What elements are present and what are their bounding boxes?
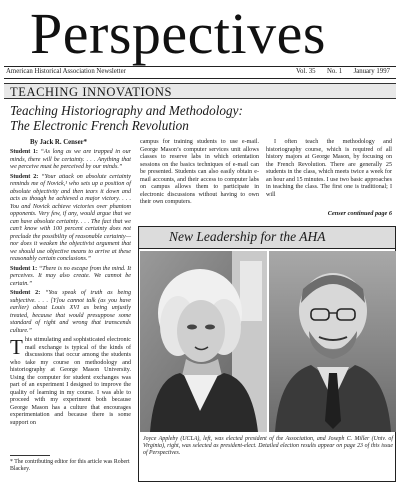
photo-caption: Joyce Appleby (UCLA), left, was elected president of the Association, and Joseph C. Miller (Univ. of Virginia), right, was selected as president-elect. Detailed election results appear on page 23 of this issue of Perspectives. xyxy=(143,436,393,457)
newsletter-title: Perspectives xyxy=(30,1,326,66)
section-label: TEACHING INNOVATIONS xyxy=(10,85,173,99)
quote-paragraph xyxy=(10,174,131,264)
body-paragraph: I often teach the methodology and historiography course, which is required of all history majors at George Mason, by focusing on the French Revolution. There are generally 25 students in the class, which meets twice a week for an hour and 15 minutes. I use two basic approaches in teaching the class. The first one is traditional; I will xyxy=(266,139,392,198)
quote-speaker: Student 1: xyxy=(10,265,38,272)
article-title-line2: The Electronic French Revolution xyxy=(10,117,189,133)
issue-date: January 1997 xyxy=(353,68,390,75)
issue-info-bar xyxy=(4,67,396,78)
quote-paragraph xyxy=(10,290,131,335)
article-title xyxy=(10,104,260,133)
footnote-rule xyxy=(10,455,50,456)
quote-text: “Your attack on absolute certainty reminds me of Novick,¹ who sets up a position of absolute objectivity and then tears it down and acts as though he achieved a major victory. . . . You and Novick achieve victories over phantom opponents. Very few, if any, would argue that we can have absolute certainty. . . . The fact that we can’t know with 100 percent certainty does not preclude the possibility of reasonable certainty—nor does it weaken the objectivist argument that we should use objective means to arrive at these reasonably certain conclusions.” xyxy=(10,173,132,262)
quote-speaker: Student 2: xyxy=(10,173,39,180)
aha-leadership-box xyxy=(138,226,396,482)
body-paragraph: campus for training students to use e-mail. George Mason’s computer services unit allows classes to reserve labs in which orientation sessions on the basics techniques of e-mail can be presented. Students can also easily obtain e-mail accounts, and their access to computer labs on campus allows them to participate in electronic discussions without having to own their own computers. xyxy=(140,139,259,205)
aha-box-header xyxy=(139,227,395,249)
portrait-woman-image xyxy=(140,251,267,432)
article-column-1 xyxy=(10,149,131,429)
article-column-2 xyxy=(140,139,259,209)
aha-box-heading: New Leadership for the AHA xyxy=(169,229,326,244)
byline: By Jack R. Censer* xyxy=(30,139,88,146)
newsletter-subtitle: American Historical Association Newsletter xyxy=(6,68,126,75)
article-title-line1: Teaching Historiography and Methodology: xyxy=(10,103,243,118)
body-paragraph: This stimulating and sophisticated electronic mail exchange is typical of the kinds of discussions that occur among the students who take my course on methodology and historiography at George Mason University. Using the computer for student exchanges was part of an experiment I designed to improve the quality of learning in my course. I was able to proceed with my experiment both because George Mason has a culture that encourages experimentation and because there is some support on xyxy=(10,335,131,426)
quote-text: “There is no escape from the mind. It perceives. It may also create. We cannot be certain.” xyxy=(10,265,132,287)
quote-speaker: Student 1: xyxy=(10,149,38,155)
quote-speaker: Student 2: xyxy=(10,290,41,296)
quote-text: “You speak of truth as being subjective. . . . [Y]ou cannot talk (as you have earlier) about Louis XVI as being unjustly treated, because that would presuppose some standard of right and wrong that transcends culture.” xyxy=(10,290,131,334)
quote-paragraph xyxy=(10,266,131,289)
footnote: * The contributing editor for this article was Robert Blackey. xyxy=(10,459,130,472)
portrait-man-image xyxy=(269,251,396,432)
photo-joyce-appleby xyxy=(140,251,267,432)
section-header xyxy=(4,83,396,99)
volume-label: Vol. 35 xyxy=(296,68,316,75)
issue-number: No. 1 xyxy=(327,68,343,75)
continued-link[interactable]: Censer continued page 6 xyxy=(327,210,392,217)
quote-text: “As long as we are trapped in our minds, there will be certainty. . . . Anything that we perceive must be perceived by our minds.” xyxy=(10,149,132,170)
photo-joseph-miller xyxy=(269,251,396,432)
article-column-3 xyxy=(266,139,392,201)
masthead-rule-bottom xyxy=(4,78,396,79)
quote-paragraph xyxy=(10,149,131,172)
